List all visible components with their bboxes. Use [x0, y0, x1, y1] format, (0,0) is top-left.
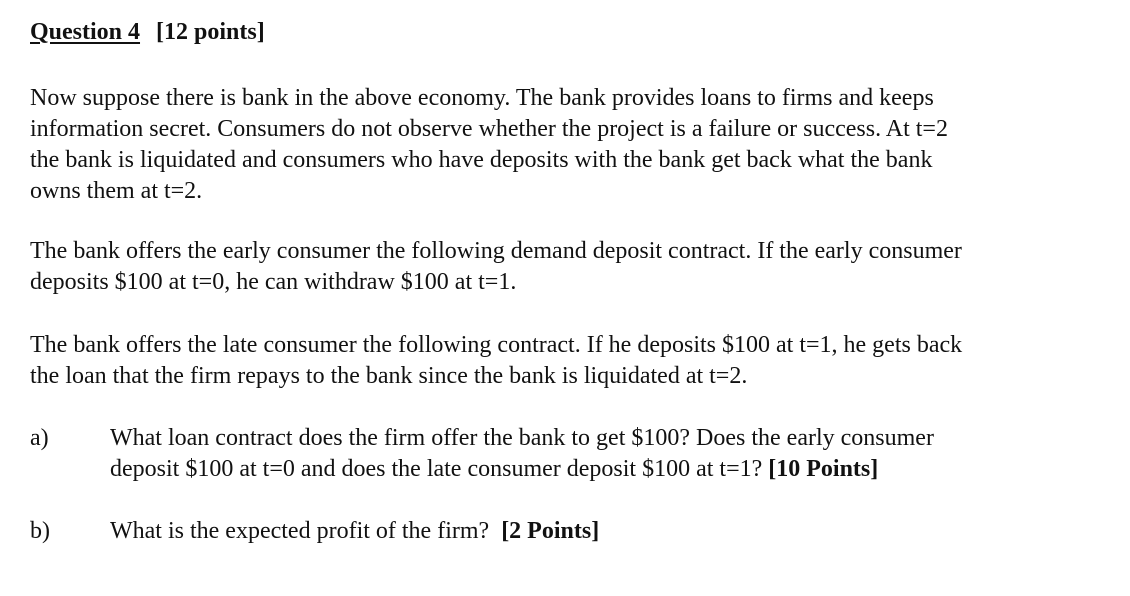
question-points: [12 points] [156, 19, 265, 45]
paragraph-line: Now suppose there is bank in the above economy. The bank provides loans to firms and keeps [30, 85, 934, 111]
subquestion-marker: a) [30, 425, 49, 451]
paragraph-line: the bank is liquidated and consumers who have deposits with the bank get back what the bank [30, 147, 933, 173]
paragraph-line: information secret. Consumers do not observe whether the project is a failure or success. At t=2 [30, 116, 948, 142]
paragraph-early-consumer [30, 236, 1110, 298]
subquestion-line: What loan contract does the firm offer the bank to get $100? Does the early consumer [110, 425, 934, 451]
question-number: Question 4 [30, 19, 141, 45]
subquestion-line [110, 454, 1110, 485]
subquestion-body [110, 423, 1110, 485]
subquestion-line [110, 516, 1110, 547]
subquestion-text: deposit $100 at t=0 and does the late consumer deposit $100 at t=1? [110, 456, 769, 482]
subquestion-marker: b) [30, 518, 50, 544]
paragraph-line: The bank offers the late consumer the following contract. If he deposits $100 at t=1, he gets back [30, 332, 963, 358]
paragraph-late-consumer [30, 330, 1110, 392]
question-heading [30, 19, 265, 46]
subquestion-points: [10 Points] [768, 456, 879, 482]
subquestion-text: What is the expected profit of the firm? [110, 518, 502, 544]
paragraph-line: The bank offers the early consumer the following demand deposit contract. If the early consumer [30, 238, 962, 264]
paragraph-line: the loan that the firm repays to the bank since the bank is liquidated at t=2. [30, 363, 748, 389]
paragraph-line: deposits $100 at t=0, he can withdraw $100 at t=1. [30, 269, 517, 295]
subquestion-points: [2 Points] [501, 518, 600, 544]
paragraph-bank-setup [30, 83, 1110, 207]
subquestion-body [110, 516, 1110, 547]
paragraph-line: owns them at t=2. [30, 178, 203, 204]
